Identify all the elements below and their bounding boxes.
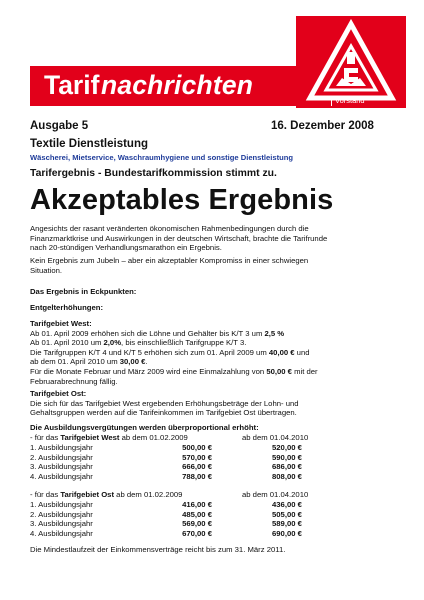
sector-subtitle: Wäscherei, Mietservice, Waschraumhygiene und sonstige Dienstleistung <box>30 153 294 162</box>
value-2009: 788,00 € <box>182 471 212 481</box>
ausbildung-west-header-2010: ab dem 01.04.2010 <box>242 433 309 442</box>
value-2010: 589,00 € <box>272 519 302 529</box>
year-cell: 2. Ausbildungsjahr <box>30 452 93 462</box>
text-run: mit der <box>291 366 318 376</box>
sector-title: Textile Dienstleistung <box>30 138 149 150</box>
table-row <box>30 472 302 482</box>
ausbildung-west-table <box>30 443 302 481</box>
text-run: Ab 01. April 2010 um <box>30 338 104 348</box>
intro-line: Situation. <box>30 265 63 275</box>
section-entgelt: Entgelterhöhungen: <box>30 303 104 312</box>
table-row <box>30 529 302 539</box>
text-run: Für die Monate Februar und März 2009 wird eine Einmalzahlung von <box>30 366 267 376</box>
intro-paragraph-2 <box>30 256 390 275</box>
text-run-bold: 50,00 € <box>266 366 292 376</box>
text-run: - für das <box>30 490 61 499</box>
year-cell: 4. Ausbildungsjahr <box>30 528 93 538</box>
west-line-2 <box>30 338 390 348</box>
intro-line: nach 20-stündigen Verhandlungsmarathon ein Ergebnis. <box>30 243 222 253</box>
value-2010: 505,00 € <box>272 509 302 519</box>
text-run-bold: 2,5 % <box>264 328 285 338</box>
footer-note: Die Mindestlaufzeit der Einkommensverträge reicht bis zum 31. März 2011. <box>30 545 286 554</box>
value-2009: 500,00 € <box>182 443 212 452</box>
value-2010: 686,00 € <box>272 462 302 472</box>
intro-paragraph <box>30 224 390 253</box>
year-cell: 4. Ausbildungsjahr <box>30 471 93 481</box>
intro-line: Kein Ergebnis zum Jubeln – aber ein akzeptabler Kompromiss in einer schwiegen <box>30 256 309 265</box>
table-row <box>30 453 302 463</box>
text-run-bold: 30,00 € <box>119 357 146 367</box>
value-2009: 670,00 € <box>182 528 212 538</box>
title-part-tarif: Tarif <box>44 70 100 100</box>
issue-number: Ausgabe 5 <box>30 120 89 132</box>
year-cell: 3. Ausbildungsjahr <box>30 462 93 472</box>
value-2010: 520,00 € <box>272 443 302 452</box>
ausbildung-ost-table <box>30 500 302 538</box>
issue-date: 16. Dezember 2008 <box>271 120 374 132</box>
text-run: Ab 01. April 2009 erhöhen sich die Löhne und Gehälter bis K/T 3 um <box>30 328 265 338</box>
ost-line-1: Die sich für das Tarifgebiet West ergebenden Erhöhungsbeträge der Lohn- und <box>30 398 299 408</box>
text-run: und <box>294 347 310 357</box>
text-run-bold: Tarifgebiet Ost <box>60 490 115 499</box>
title-banner <box>30 66 332 106</box>
ausbildung-ost-header <box>30 490 182 499</box>
text-run-bold: Tarifgebiet West <box>60 433 120 442</box>
igm-logo <box>296 16 406 108</box>
text-run-bold: 2,0% <box>103 338 122 348</box>
west-line-1 <box>30 329 390 339</box>
value-2009: 666,00 € <box>182 462 212 472</box>
vorstand-label: Vorstand <box>335 96 365 105</box>
value-2010: 690,00 € <box>272 528 302 538</box>
igm-logo-icon <box>296 16 406 108</box>
value-2009: 569,00 € <box>182 519 212 529</box>
value-2010: 808,00 € <box>272 471 302 481</box>
vorstand-divider <box>331 96 332 106</box>
ausbildung-title: Die Ausbildungsvergütungen werden überproportional erhöht: <box>30 423 259 432</box>
headline: Akzeptables Ergebnis <box>30 184 334 216</box>
ost-title: Tarifgebiet Ost: <box>30 389 87 398</box>
year-cell: 2. Ausbildungsjahr <box>30 509 93 519</box>
table-row <box>30 443 302 453</box>
text-run: - für das <box>30 433 61 442</box>
text-run: ab dem <box>119 433 150 442</box>
west-line-6: Februarabrechnung fällig. <box>30 376 118 386</box>
west-line-4 <box>30 357 390 367</box>
west-block <box>30 319 390 386</box>
intro-line: Angesichts der rasant veränderten ökonomischen Rahmenbedingungen durch die <box>30 224 309 233</box>
section-eckpunkte: Das Ergebnis in Eckpunkten: <box>30 287 137 296</box>
west-line-5 <box>30 367 390 377</box>
ausbildung-west-header <box>30 433 188 442</box>
west-title: Tarifgebiet West: <box>30 319 92 328</box>
year-cell: 1. Ausbildungsjahr <box>30 500 93 509</box>
publication-title <box>44 70 256 100</box>
value-2009: 485,00 € <box>182 509 212 519</box>
text-run: , bis einschließlich Tarifgruppe K/T 3. <box>121 338 247 348</box>
year-cell: 3. Ausbildungsjahr <box>30 519 93 529</box>
west-line-3 <box>30 348 390 358</box>
text-run-bold: 40,00 € <box>268 347 295 357</box>
title-part-nachrichten: nachrichten <box>100 70 253 100</box>
value-2009: 570,00 € <box>182 452 212 462</box>
year-cell: 1. Ausbildungsjahr <box>30 443 93 452</box>
text-run: 01.02.2009 <box>149 433 188 442</box>
value-2009: 416,00 € <box>182 500 212 509</box>
table-row <box>30 510 302 520</box>
ausbildung-ost-header-2010: ab dem 01.04.2010 <box>242 490 309 499</box>
text-run: Die Tarifgruppen K/T 4 und K/T 5 erhöhen sich zum 01. April 2009 um <box>30 347 269 357</box>
ost-block <box>30 389 390 418</box>
table-row <box>30 500 302 510</box>
text-run: ab dem 01.02.2009 <box>114 490 183 499</box>
kicker-line: Tarifergebnis - Bundestarifkommission stimmt zu. <box>30 168 277 179</box>
table-row <box>30 462 302 472</box>
value-2010: 590,00 € <box>272 452 302 462</box>
value-2010: 436,00 € <box>272 500 302 509</box>
text-run: . <box>145 357 148 367</box>
table-row <box>30 519 302 529</box>
intro-line: Finanzmarktkrise und Auswirkungen in der deutschen Wirtschaft, brachte die Tarifrunde <box>30 233 328 243</box>
ost-line-2: Gehaltsgruppen werden auf die Tarifeinkommen im Tarifgebiet Ost übertragen. <box>30 408 297 418</box>
text-run: ab dem 01. April 2010 um <box>30 357 120 367</box>
